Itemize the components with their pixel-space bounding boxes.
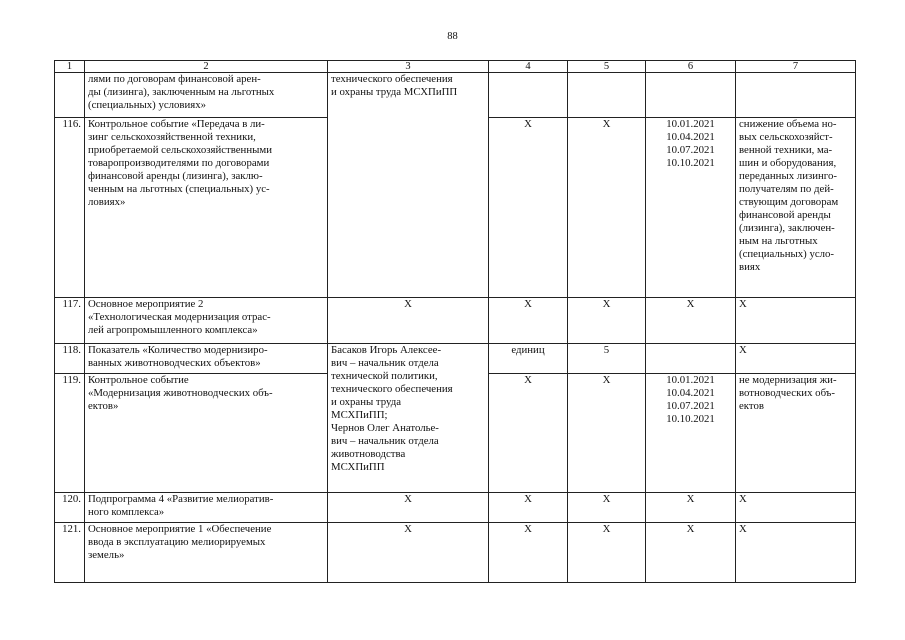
text-line: виях xyxy=(739,261,761,273)
text-line: «Модернизация животноводческих объ- xyxy=(88,387,273,399)
row-number: 120. xyxy=(55,493,85,523)
text-line: Чернов Олег Анатолье- xyxy=(331,422,439,434)
table-row xyxy=(55,344,856,374)
responsible-cell: Х xyxy=(328,523,489,583)
table-row xyxy=(55,298,856,344)
col4-cell: Х xyxy=(489,118,568,298)
text-line: товаропроизводителями по договорами xyxy=(88,157,270,169)
col5-cell: Х xyxy=(568,493,646,523)
text-line: ствующим договорам xyxy=(739,196,839,208)
text-line: (лизинга), заключен- xyxy=(739,222,835,234)
text-line: вых сельскохозяйст- xyxy=(739,131,833,143)
date-line: 10.04.2021 xyxy=(666,387,715,399)
col4-cell: Х xyxy=(489,298,568,344)
col5-cell: Х xyxy=(568,118,646,298)
col4-cell: единиц xyxy=(489,344,568,374)
text-line: технического обеспечения xyxy=(331,383,453,395)
row-number: 121. xyxy=(55,523,85,583)
text-line: лями по договорам финансовой арен- xyxy=(88,73,261,85)
text-line: ного комплекса» xyxy=(88,506,165,518)
row-number: 119. xyxy=(55,374,85,493)
row-number: 118. xyxy=(55,344,85,374)
page-number: 88 xyxy=(447,31,458,42)
header-row xyxy=(55,61,856,73)
text-line: животноводства xyxy=(331,448,406,460)
text-line: шин и оборудования, xyxy=(739,157,837,169)
responsible-cell: Х xyxy=(328,298,489,344)
text-line: (специальных) усло- xyxy=(739,248,835,260)
text-line: ектов xyxy=(739,400,764,412)
text-line: ченным на льготных (специальных) ус- xyxy=(88,183,270,195)
row-number xyxy=(55,73,85,118)
header-cell: 1 xyxy=(55,61,85,73)
text-line: и охраны труда МСХПиПП xyxy=(331,86,458,98)
text-line: лей агропромышленного комплекса» xyxy=(88,324,258,336)
text-line: ектов» xyxy=(88,400,119,412)
table-row xyxy=(55,73,856,118)
header-cell: 5 xyxy=(568,61,646,73)
text-line: Басаков Игорь Алексее- xyxy=(331,344,442,356)
col6-dates xyxy=(646,118,736,298)
col5-cell: Х xyxy=(568,374,646,493)
date-line: 10.07.2021 xyxy=(666,144,715,156)
text-line: ды (лизинга), заключенным на льготных xyxy=(88,86,275,98)
table-row xyxy=(55,493,856,523)
header-cell: 2 xyxy=(85,61,328,73)
date-line: 10.01.2021 xyxy=(666,118,715,130)
text-line: и охраны труда xyxy=(331,396,402,408)
col7-cell: Х xyxy=(736,298,856,344)
col7-result xyxy=(736,374,856,493)
row-description xyxy=(85,344,328,374)
row-description xyxy=(85,493,328,523)
text-line: МСХПиПП; xyxy=(331,409,388,421)
col6-cell xyxy=(646,344,736,374)
text-line: зинг сельскохозяйственной техники, xyxy=(88,131,256,143)
header-cell: 7 xyxy=(736,61,856,73)
text-line: ванных животноводческих объектов» xyxy=(88,357,261,369)
text-line: вотноводческих объ- xyxy=(739,387,835,399)
col6-cell: Х xyxy=(646,493,736,523)
header-cell: 4 xyxy=(489,61,568,73)
row-description xyxy=(85,523,328,583)
row-description xyxy=(85,298,328,344)
col7-cell: Х xyxy=(736,344,856,374)
col6-dates xyxy=(646,374,736,493)
col7-cell: Х xyxy=(736,493,856,523)
text-line: Контрольное событие «Передача в ли- xyxy=(88,118,265,130)
col4-cell: Х xyxy=(489,523,568,583)
text-line: финансовой аренды xyxy=(739,209,831,221)
col4-cell xyxy=(489,73,568,118)
row-description xyxy=(85,73,328,118)
row-number: 117. xyxy=(55,298,85,344)
row-description xyxy=(85,374,328,493)
date-line: 10.10.2021 xyxy=(666,157,715,169)
col5-cell: Х xyxy=(568,523,646,583)
date-line: 10.10.2021 xyxy=(666,413,715,425)
text-line: Основное мероприятие 1 «Обеспечение xyxy=(88,523,272,535)
text-line: венной техники, ма- xyxy=(739,144,833,156)
text-line: «Технологическая модернизация отрас- xyxy=(88,311,271,323)
row-number: 116. xyxy=(55,118,85,298)
col7-cell xyxy=(736,73,856,118)
date-line: 10.04.2021 xyxy=(666,131,715,143)
text-line: вич – начальник отдела xyxy=(331,357,439,369)
col6-cell: Х xyxy=(646,298,736,344)
col5-cell: 5 xyxy=(568,344,646,374)
text-line: Контрольное событие xyxy=(88,374,189,386)
col5-cell xyxy=(568,73,646,118)
text-line: финансовой аренды (лизинга), заклю- xyxy=(88,170,263,182)
text-line: Показатель «Количество модернизиро- xyxy=(88,344,268,356)
table-row xyxy=(55,523,856,583)
header-cell: 3 xyxy=(328,61,489,73)
col4-cell: Х xyxy=(489,493,568,523)
col4-cell: Х xyxy=(489,374,568,493)
date-line: 10.07.2021 xyxy=(666,400,715,412)
col5-cell: Х xyxy=(568,298,646,344)
text-line: переданных лизинго- xyxy=(739,170,837,182)
text-line: ввода в эксплуатацию мелиорируемых xyxy=(88,536,266,548)
col6-cell: Х xyxy=(646,523,736,583)
text-line: Подпрограмма 4 «Развитие мелиоратив- xyxy=(88,493,274,505)
responsible-cell xyxy=(328,344,489,493)
text-line: не модернизация жи- xyxy=(739,374,837,386)
text-line: ным на льготных xyxy=(739,235,818,247)
responsible-cell: Х xyxy=(328,493,489,523)
document-table xyxy=(54,60,856,583)
col7-result xyxy=(736,118,856,298)
text-line: (специальных) условиях» xyxy=(88,99,207,111)
text-line: ловиях» xyxy=(88,196,126,208)
text-line: вич – начальник отдела xyxy=(331,435,439,447)
header-cell: 6 xyxy=(646,61,736,73)
text-line: технического обеспечения xyxy=(331,73,453,85)
text-line: получателям по дей- xyxy=(739,183,834,195)
text-line: снижение объема но- xyxy=(739,118,837,130)
date-line: 10.01.2021 xyxy=(666,374,715,386)
col6-cell xyxy=(646,73,736,118)
text-line: Основное мероприятие 2 xyxy=(88,298,204,310)
text-line: технической политики, xyxy=(331,370,438,382)
row-description xyxy=(85,118,328,298)
text-line: приобретаемой сельскохозяйственными xyxy=(88,144,272,156)
text-line: земель» xyxy=(88,549,125,561)
responsible-cell xyxy=(328,73,489,298)
text-line: МСХПиПП xyxy=(331,461,385,473)
col7-cell: Х xyxy=(736,523,856,583)
